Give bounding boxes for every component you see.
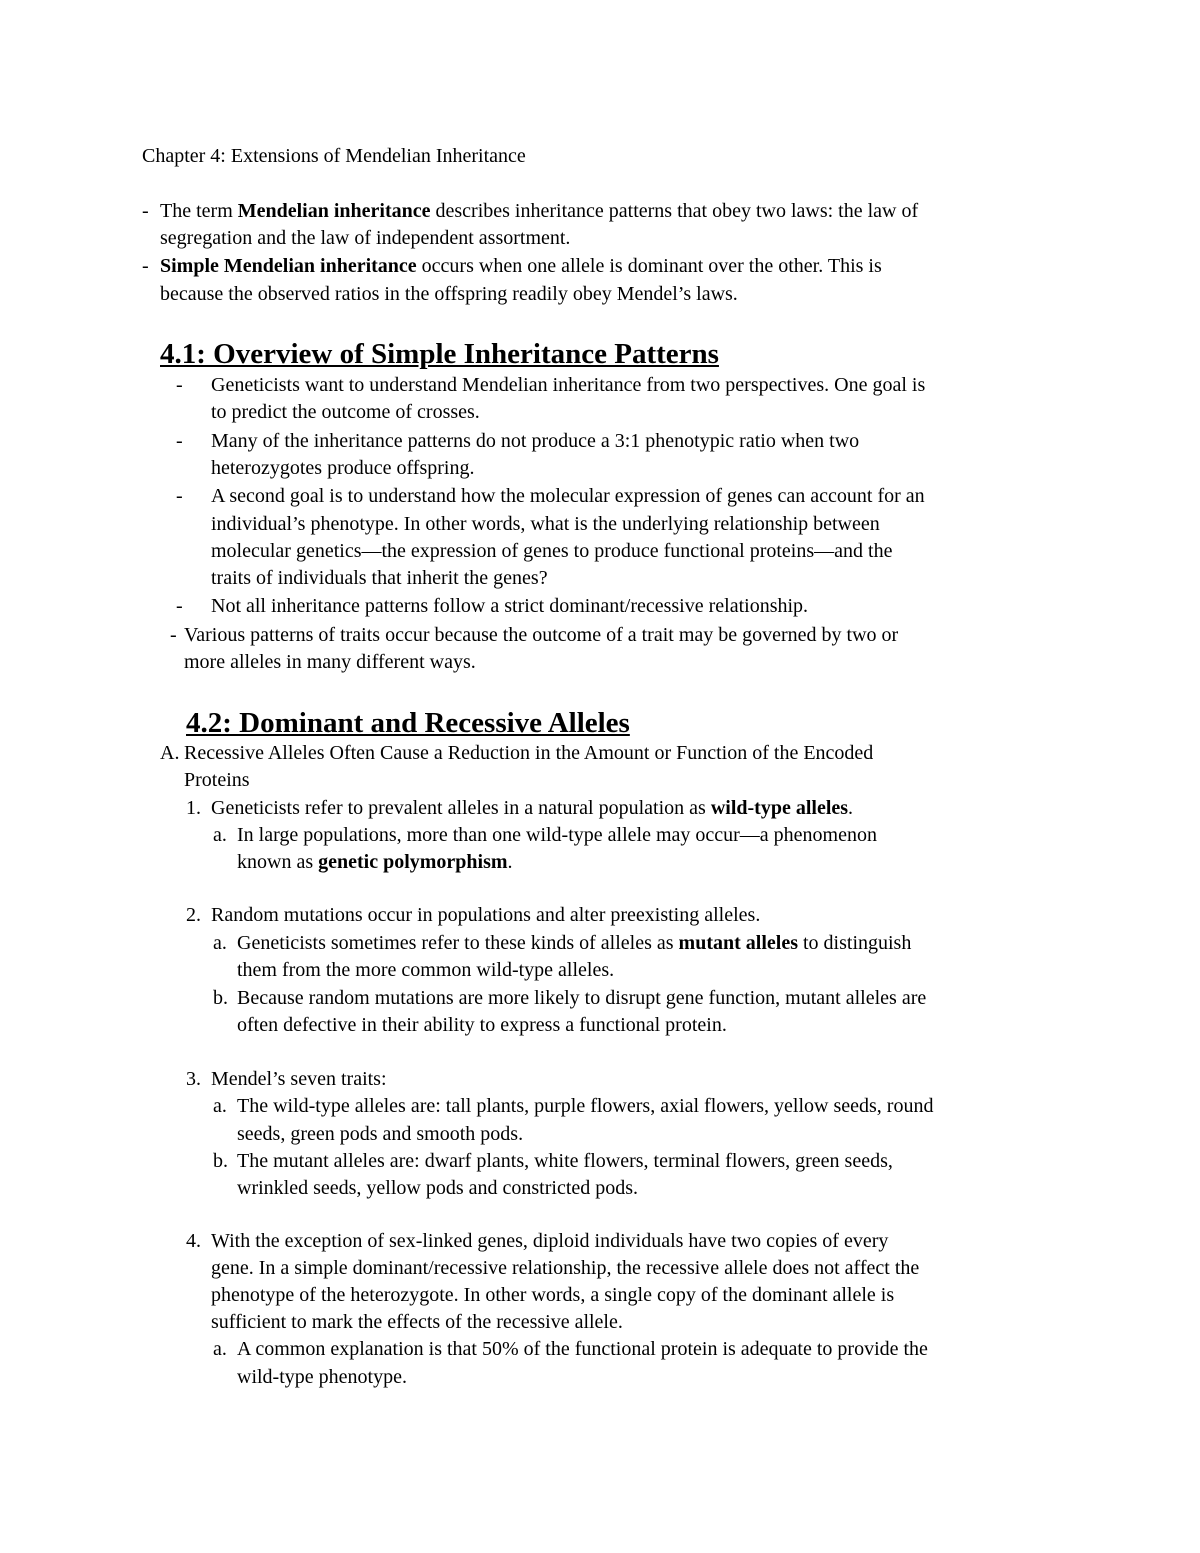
bullet-dash: -	[170, 624, 177, 646]
item-4-line-4: sufficient to mark the effects of the recessive allele.	[211, 1311, 623, 1333]
subsection-a-line-1: Recessive Alleles Often Cause a Reduction in the Amount or Function of the Encoded	[184, 742, 874, 764]
bullet-dash: -	[176, 374, 183, 396]
subsection-a-line-2: Proteins	[184, 769, 250, 791]
item-2a-line-2: them from the more common wild-type alleles.	[237, 959, 615, 981]
s41-bullet-1-line-2: to predict the outcome of crosses.	[211, 401, 480, 423]
intro-bullet-1-line-1: The term Mendelian inheritance describes inheritance patterns that obey two laws: the law of	[160, 200, 919, 222]
term-wild-type-alleles: wild-type alleles	[710, 797, 849, 819]
item-4a-line-1: A common explanation is that 50% of the functional protein is adequate to provide the	[237, 1338, 928, 1360]
intro-bullet-1-line-2: segregation and the law of independent assortment.	[160, 227, 571, 249]
bullet-dash: -	[176, 430, 183, 452]
bullet-dash: -	[142, 200, 149, 222]
section-heading-4-1: 4.1: Overview of Simple Inheritance Patterns	[160, 338, 719, 370]
s41-bullet-3-line-3: molecular genetics—the expression of genes to produce functional proteins—and the	[211, 540, 893, 562]
s41-bullet-3-line-1: A second goal is to understand how the molecular expression of genes can account for an	[211, 485, 925, 507]
item-3-line-1: Mendel’s seven traits:	[211, 1068, 387, 1090]
list-marker: 4.	[186, 1230, 201, 1252]
item-3a-line-1: The wild-type alleles are: tall plants, purple flowers, axial flowers, yellow seeds, round	[237, 1095, 934, 1117]
s41-bullet-3-line-4: traits of individuals that inherit the genes?	[211, 567, 548, 589]
item-2b-line-1: Because random mutations are more likely to disrupt gene function, mutant alleles are	[237, 987, 927, 1009]
item-4-line-1: With the exception of sex-linked genes, diploid individuals have two copies of every	[211, 1230, 889, 1252]
s41-bullet-5-line-2: more alleles in many different ways.	[184, 651, 476, 673]
chapter-title: Chapter 4: Extensions of Mendelian Inheritance	[142, 145, 526, 167]
bullet-dash: -	[142, 255, 149, 277]
bullet-dash: -	[176, 485, 183, 507]
bullet-dash: -	[176, 595, 183, 617]
item-2-line-1: Random mutations occur in populations and alter preexisting alleles.	[211, 904, 761, 926]
s41-bullet-5-line-1: Various patterns of traits occur because the outcome of a trait may be governed by two or	[184, 624, 899, 646]
list-marker: 1.	[186, 797, 201, 819]
s41-bullet-1-line-1: Geneticists want to understand Mendelian inheritance from two perspectives. One goal is	[211, 374, 926, 396]
list-marker: A.	[160, 742, 180, 764]
item-3b-line-2: wrinkled seeds, yellow pods and constricted pods.	[237, 1177, 639, 1199]
list-marker: a.	[213, 824, 227, 846]
item-3b-line-1: The mutant alleles are: dwarf plants, white flowers, terminal flowers, green seeds,	[237, 1150, 893, 1172]
item-3a-line-2: seeds, green pods and smooth pods.	[237, 1123, 524, 1145]
list-marker: a.	[213, 932, 227, 954]
list-marker: a.	[213, 1338, 227, 1360]
s41-bullet-2-line-2: heterozygotes produce offspring.	[211, 457, 475, 479]
intro-bullet-2-line-2: because the observed ratios in the offspring readily obey Mendel’s laws.	[160, 283, 738, 305]
section-heading-4-2: 4.2: Dominant and Recessive Alleles	[186, 707, 630, 739]
term-mendelian-inheritance: Mendelian inheritance	[237, 200, 431, 222]
list-marker: b.	[213, 1150, 228, 1172]
item-1a-line-2: known as genetic polymorphism.	[237, 851, 513, 873]
list-marker: b.	[213, 987, 228, 1009]
item-4a-line-2: wild-type phenotype.	[237, 1366, 407, 1388]
s41-bullet-3-line-2: individual’s phenotype. In other words, what is the underlying relationship between	[211, 513, 880, 535]
term-simple-mendelian-inheritance: Simple Mendelian inheritance	[160, 255, 417, 277]
item-2a-line-1: Geneticists sometimes refer to these kinds of alleles as mutant alleles to distinguish	[237, 932, 912, 954]
s41-bullet-4-line-1: Not all inheritance patterns follow a strict dominant/recessive relationship.	[211, 595, 809, 617]
list-marker: a.	[213, 1095, 227, 1117]
term-mutant-alleles: mutant alleles	[678, 932, 798, 954]
term-genetic-polymorphism: genetic polymorphism	[318, 851, 508, 873]
item-4-line-3: phenotype of the heterozygote. In other words, a single copy of the dominant allele is	[211, 1284, 895, 1306]
intro-bullet-2-line-1: Simple Mendelian inheritance occurs when one allele is dominant over the other. This is	[160, 255, 882, 277]
item-1a-line-1: In large populations, more than one wild-type allele may occur—a phenomenon	[237, 824, 877, 846]
item-1-line-1: Geneticists refer to prevalent alleles in a natural population as wild-type alleles.	[211, 797, 854, 819]
list-marker: 3.	[186, 1068, 201, 1090]
item-2b-line-2: often defective in their ability to express a functional protein.	[237, 1014, 727, 1036]
list-marker: 2.	[186, 904, 201, 926]
item-4-line-2: gene. In a simple dominant/recessive relationship, the recessive allele does not affect the	[211, 1257, 920, 1279]
s41-bullet-2-line-1: Many of the inheritance patterns do not produce a 3:1 phenotypic ratio when two	[211, 430, 860, 452]
